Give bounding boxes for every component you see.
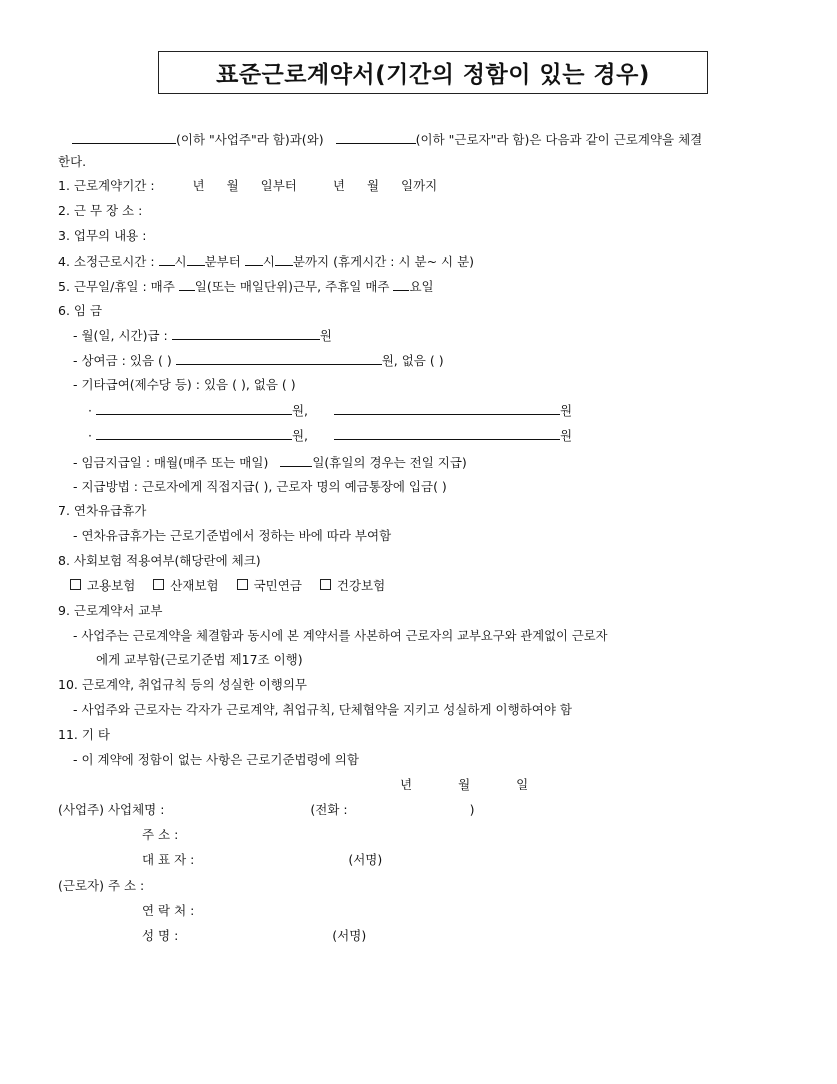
other-pay-line: - 기타급여(제수당 등) : 있음 ( ), 없음 ( ) [73, 377, 296, 392]
obligation-text: - 사업주와 근로자는 각자가 근로계약, 취업규칙, 단체협약을 지키고 성실하게 이행하여야 함 [73, 702, 572, 717]
item-5-label: 5. 근무일/휴일 : 매주 [58, 279, 175, 294]
bonus-line [73, 352, 444, 369]
intro-cont: 한다. [58, 154, 87, 169]
contract-date [400, 777, 528, 793]
intro-employer-ref: (이하 "사업주"라 함)과(와) [176, 132, 324, 147]
document-title-box [158, 51, 708, 94]
other-pay-unit-2a: 원, [291, 428, 309, 443]
day-1: 일부터 [260, 178, 297, 193]
item-8-social-insurance: 8. 사회보험 적용여부(해당란에 체크) [58, 553, 261, 568]
day-2: 일까지 [401, 178, 438, 193]
other-pay-bullet-1: · [88, 403, 92, 418]
start-minute-unit: 분부터 [204, 254, 241, 269]
item-4-label: 4. 소정근로시간 : [58, 254, 155, 269]
intro-worker-ref: (이하 "근로자"라 함)은 다음과 같이 근로계약을 체결 [415, 132, 703, 147]
item-10-obligation: 10. 근로계약, 취업규칙 등의 성실한 이행의무 [58, 677, 307, 692]
monthly-wage-label: - 월(일, 시간)급 : [73, 328, 168, 343]
employer-signature: (서명) [348, 852, 383, 867]
delivery-text-2: 에게 교부함(근로기준법 제17조 이행) [96, 652, 303, 667]
health-insurance-label: 건강보험 [336, 578, 386, 593]
other-pay-row-2 [88, 427, 572, 444]
worker-name-label: 성 명 : [142, 928, 179, 943]
start-hour-unit: 시 [174, 254, 187, 269]
annual-leave-text: - 연차유급휴가는 근로기준법에서 정하는 바에 따라 부여함 [73, 528, 392, 543]
delivery-text-1: - 사업주는 근로계약을 체결함과 동시에 본 계약서를 사본하여 근로자의 교부요구와 관계없이 근로자 [73, 629, 608, 643]
worker-signature: (서명) [332, 928, 367, 943]
month-2: 월 [366, 178, 380, 193]
checkbox-national-pension[interactable] [237, 578, 302, 594]
employer-blank[interactable] [72, 131, 176, 144]
other-pay-bullet-2: · [88, 428, 92, 443]
employer-company-line [58, 802, 475, 818]
monthly-wage-unit: 원 [319, 328, 332, 343]
item-4-working-hours [58, 253, 474, 270]
date-month: 월 [458, 777, 471, 792]
phone-label: (전화 : [310, 802, 348, 817]
checkbox-icon [237, 579, 248, 590]
other-pay-unit-1b: 원 [560, 403, 573, 418]
checkbox-employment-insurance[interactable] [70, 578, 135, 594]
item-9-contract-delivery: 9. 근로계약서 교부 [58, 603, 163, 618]
year-2: 년 [332, 178, 345, 193]
national-pension-label: 국민연금 [253, 578, 302, 593]
month-1: 월 [226, 178, 239, 193]
worker-name-line [142, 928, 366, 944]
item-1-label: 1. 근로계약기간 : [58, 178, 155, 193]
document-title: 표준근로계약서(기간의 정함이 있는 경우) [216, 62, 650, 88]
year-1: 년 [192, 178, 205, 193]
industrial-accident-label: 산재보험 [170, 578, 219, 593]
item-11-others: 11. 기 타 [58, 727, 110, 742]
checkbox-health-insurance[interactable] [320, 578, 385, 594]
phone-close: ) [469, 802, 475, 817]
insurance-checkboxes [70, 578, 399, 594]
end-hour-unit: 시 [262, 254, 275, 269]
checkbox-icon [70, 579, 81, 590]
item-6-wage: 6. 임 금 [58, 303, 103, 318]
date-day: 일 [516, 777, 529, 792]
representative-line [142, 852, 382, 868]
other-pay-unit-2b: 원 [560, 428, 573, 443]
employer-address: 주 소 : [142, 827, 179, 842]
item-5-workdays [58, 278, 434, 295]
other-pay-unit-1a: 원, [291, 403, 309, 418]
other-pay-row-1 [88, 402, 572, 419]
end-minute-unit: 분까지 [292, 254, 330, 269]
payday-blank[interactable] [280, 454, 312, 467]
worker-blank[interactable] [336, 131, 416, 144]
workdays-blank[interactable] [179, 278, 195, 291]
other-pay-blank-1a[interactable] [96, 402, 292, 415]
item-1-contract-period [58, 178, 437, 194]
payday-line [73, 454, 467, 471]
start-hour-blank[interactable] [159, 253, 175, 266]
other-pay-blank-2a[interactable] [96, 427, 292, 440]
bonus-label: - 상여금 : 있음 ( ) [73, 353, 172, 368]
checkbox-icon [320, 579, 331, 590]
worker-address: (근로자) 주 소 : [58, 878, 145, 893]
others-text: - 이 계약에 정함이 없는 사항은 근로기준법령에 의함 [73, 752, 359, 767]
date-year: 년 [400, 777, 413, 792]
weekly-holiday-unit: 요일 [409, 279, 434, 294]
payday-label: - 임금지급일 : 매월(매주 또는 매일) [73, 455, 269, 470]
rest-time: (휴게시간 : 시 분~ 시 분) [333, 254, 475, 269]
employment-insurance-label: 고용보험 [87, 578, 136, 593]
bonus-amount-blank[interactable] [176, 352, 382, 365]
item-2-workplace: 2. 근 무 장 소 : [58, 203, 143, 218]
end-minute-blank[interactable] [275, 253, 293, 266]
intro-line [72, 131, 702, 148]
other-pay-blank-1b[interactable] [334, 402, 560, 415]
weekly-holiday-blank[interactable] [393, 278, 409, 291]
other-pay-blank-2b[interactable] [334, 427, 560, 440]
item-7-annual-leave: 7. 연차유급휴가 [58, 503, 147, 518]
checkbox-industrial-accident-insurance[interactable] [153, 578, 218, 594]
payday-rest: 일(휴일의 경우는 전일 지급) [312, 455, 467, 470]
monthly-wage-blank[interactable] [172, 327, 320, 340]
start-minute-blank[interactable] [187, 253, 205, 266]
bonus-unit: 원, 없음 ( ) [381, 353, 444, 368]
representative-label: 대 표 자 : [142, 852, 195, 867]
item-3-job-description: 3. 업무의 내용 : [58, 228, 147, 243]
end-hour-blank[interactable] [245, 253, 263, 266]
payment-method: - 지급방법 : 근로자에게 직접지급( ), 근로자 명의 예금통장에 입금( ) [73, 479, 447, 494]
worker-contact: 연 락 처 : [142, 903, 195, 918]
checkbox-icon [153, 579, 164, 590]
employer-company-label: (사업주) 사업체명 : [58, 802, 165, 817]
monthly-wage-line [73, 327, 332, 344]
workdays-text: 일(또는 매일단위)근무, 주휴일 매주 [194, 279, 390, 294]
